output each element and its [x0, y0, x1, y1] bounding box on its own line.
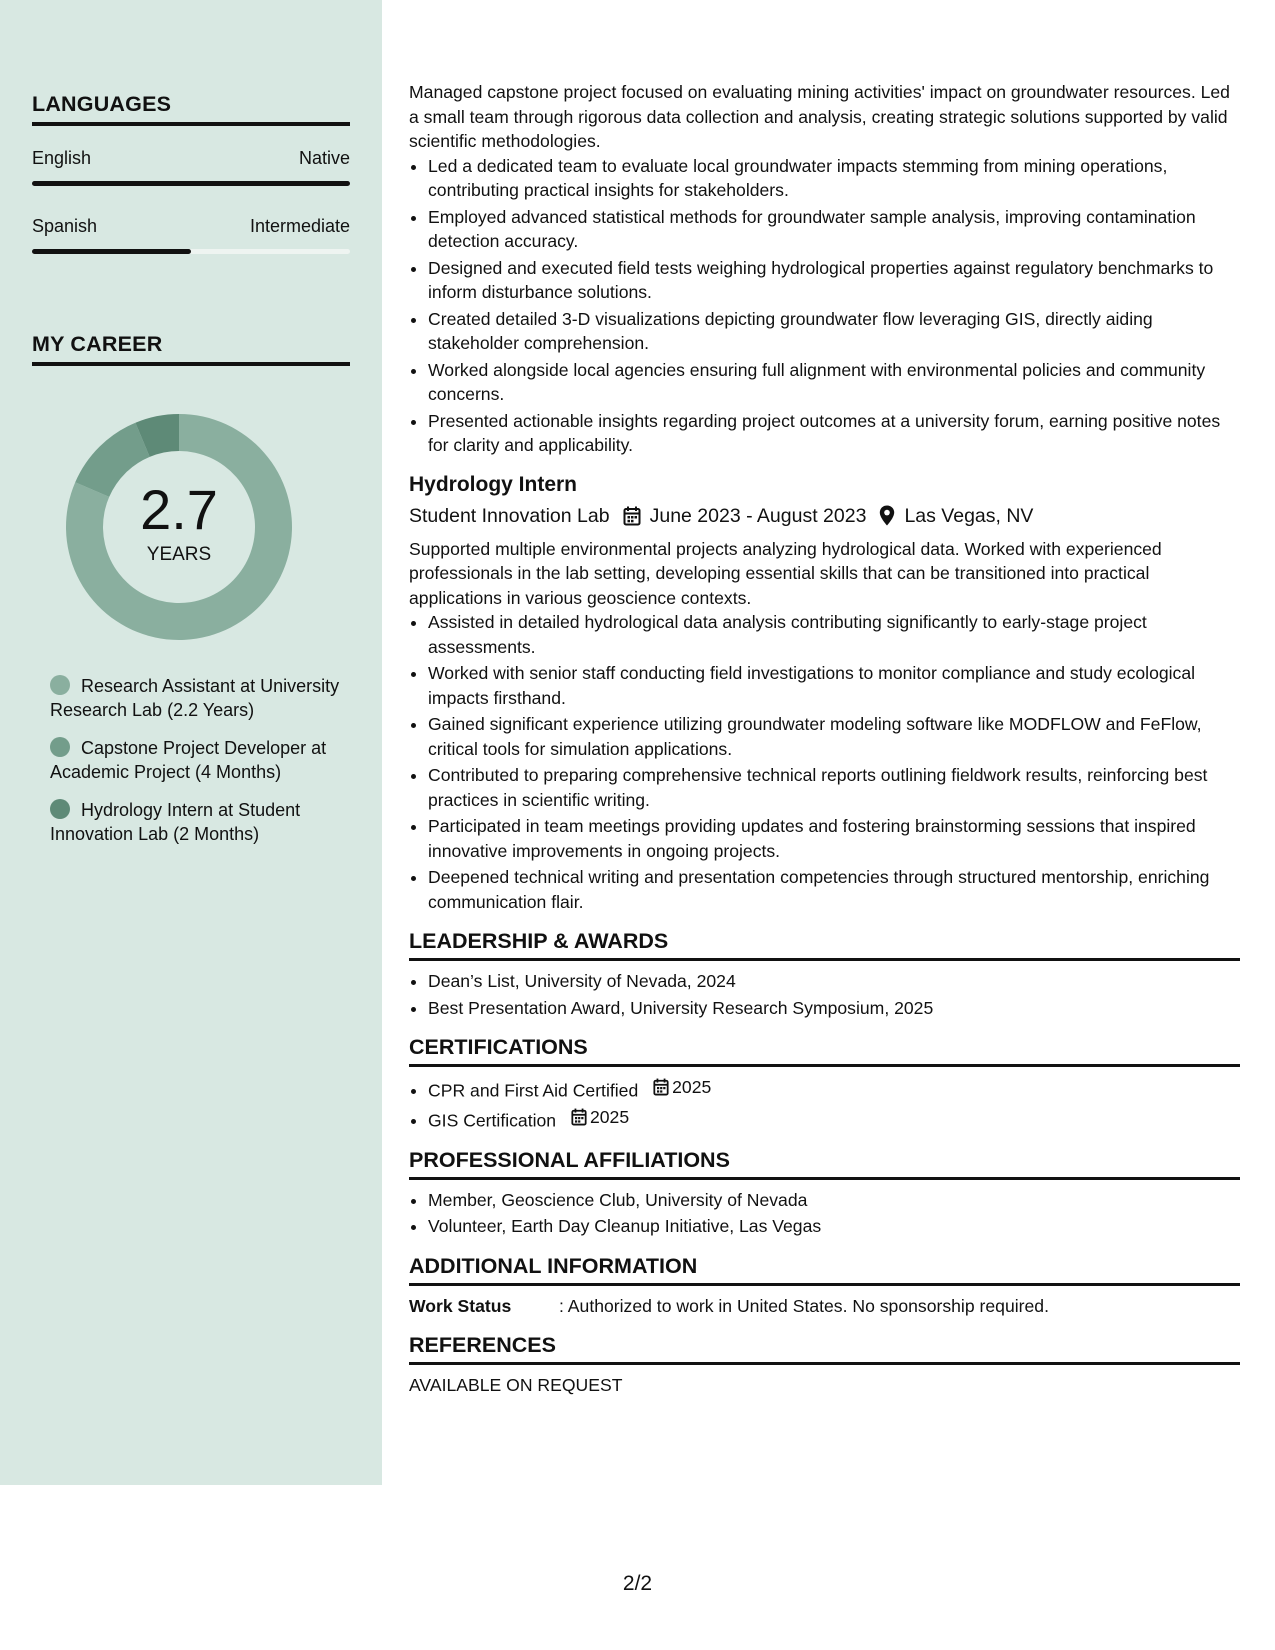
affiliations-list	[409, 1188, 1240, 1239]
language-proficiency-bar	[32, 249, 350, 254]
legend-item	[50, 798, 340, 846]
certification-name: CPR and First Aid Certified	[428, 1080, 639, 1101]
calendar-icon	[571, 1108, 587, 1126]
section-title: LEADERSHIP & AWARDS	[409, 928, 1240, 961]
languages-title: LANGUAGES	[32, 92, 350, 126]
work-status-value: : Authorized to work in United States. No sponsorship required.	[559, 1295, 1049, 1316]
experience-bullet: • Assisted in detailed hydrological data analysis contributing significantly to early-stage project assessments.	[428, 610, 1240, 659]
language-proficiency-fill	[32, 249, 191, 254]
section-title: REFERENCES	[409, 1332, 1240, 1365]
calendar-icon	[653, 1078, 669, 1096]
experience-bullet: • Participated in team meetings providing updates and fostering brainstorming sessions that inspired innovative improvements in ongoing projects.	[428, 814, 1240, 863]
experience-bullets	[409, 610, 1240, 914]
leadership-item: • Dean’s List, University of Nevada, 2024	[428, 969, 1240, 994]
work-status-row	[409, 1294, 1240, 1319]
leadership-list	[409, 969, 1240, 1020]
calendar-icon	[623, 506, 641, 526]
experience-bullet: • Presented actionable insights regarding project outcomes at a university forum, earning positive notes for clarity and applicability.	[428, 409, 1240, 458]
experience-entry-hydrology-intern	[409, 472, 1240, 915]
sidebar	[0, 0, 382, 1485]
language-name: English	[32, 148, 92, 168]
certifications-list	[409, 1075, 1240, 1133]
legend-item	[50, 736, 340, 784]
experience-entry-capstone	[409, 80, 1240, 458]
career-section	[32, 332, 350, 366]
job-meta	[409, 503, 1240, 529]
legend-label: Research Assistant at University Research Lab (2.2 Years)	[50, 676, 340, 720]
certification-year: 2025	[672, 1077, 712, 1097]
references-text: AVAILABLE ON REQUEST	[409, 1375, 623, 1395]
language-proficiency-bar	[32, 181, 350, 186]
job-location: Las Vegas, NV	[904, 504, 1034, 527]
career-total-value: 2.7	[140, 478, 218, 541]
references-section	[409, 1332, 1240, 1398]
languages-section	[32, 92, 350, 254]
career-donut-chart	[66, 414, 292, 640]
language-level: Intermediate	[249, 216, 350, 236]
experience-bullet: • Gained significant experience utilizing groundwater modeling software like MODFLOW and FeFlow, critical tools for simulation applications.	[428, 712, 1240, 761]
certification-item	[428, 1105, 1240, 1133]
job-title: Hydrology Intern	[409, 472, 578, 496]
experience-bullets	[409, 154, 1240, 458]
main-content	[409, 80, 1240, 1398]
experience-bullet: • Created detailed 3-D visualizations depicting groundwater flow leveraging GIS, directly aiding stakeholder comprehension.	[428, 307, 1240, 356]
affiliation-item: • Volunteer, Earth Day Cleanup Initiative, Las Vegas	[428, 1214, 1240, 1239]
legend-label: Hydrology Intern at Student Innovation Lab (2 Months)	[50, 800, 301, 844]
donut-center	[66, 414, 292, 640]
certification-name: GIS Certification	[428, 1110, 557, 1130]
experience-summary: Managed capstone project focused on evaluating mining activities' impact on groundwater resources. Led a small team through rigorous data collection and analysis, creating strategic solutions supported by valid scientific methodologies.	[409, 82, 1230, 151]
experience-bullet: • Deepened technical writing and presentation competencies through structured mentorship, enriching communication flair.	[428, 865, 1240, 914]
experience-bullet: • Designed and executed field tests weighing hydrological properties against regulatory benchmarks to inform disturbance solutions.	[428, 256, 1240, 305]
career-title: MY CAREER	[32, 332, 350, 366]
language-level: Native	[298, 148, 350, 168]
certification-item	[428, 1075, 1240, 1103]
section-title: CERTIFICATIONS	[409, 1034, 1240, 1067]
certifications-section	[409, 1034, 1240, 1133]
affiliations-section	[409, 1147, 1240, 1239]
page-number: 2/2	[622, 1572, 653, 1595]
job-dates: June 2023 - August 2023	[649, 504, 867, 527]
legend-label: Capstone Project Developer at Academic Project (4 Months)	[50, 738, 327, 782]
experience-bullet: • Contributed to preparing comprehensive technical reports outlining fieldwork results, reinforcing best practices in scientific writing.	[428, 763, 1240, 812]
leadership-item: • Best Presentation Award, University Research Symposium, 2025	[428, 996, 1240, 1021]
experience-bullet: • Worked with senior staff conducting field investigations to monitor compliance and study ecological impacts firsthand.	[428, 661, 1240, 710]
location-pin-icon	[879, 505, 895, 526]
section-title: PROFESSIONAL AFFILIATIONS	[409, 1147, 1240, 1180]
experience-summary: Supported multiple environmental projects analyzing hydrological data. Worked with experienced professionals in the lab setting, developing essential skills that can be transitioned into practical applications in various geoscience contexts.	[409, 538, 1162, 608]
experience-bullet: • Led a dedicated team to evaluate local groundwater impacts stemming from mining operations, contributing practical insights for stakeholders.	[428, 154, 1240, 203]
job-company: Student Innovation Lab	[409, 504, 610, 527]
experience-bullet: • Employed advanced statistical methods for groundwater sample analysis, improving contamination detection accuracy.	[428, 205, 1240, 254]
legend-item	[50, 674, 340, 722]
career-total-unit: YEARS	[146, 544, 212, 565]
language-proficiency-fill	[32, 181, 350, 186]
career-legend	[50, 674, 340, 860]
additional-info-section	[409, 1253, 1240, 1319]
legend-dot	[50, 675, 70, 695]
affiliation-item: • Member, Geoscience Club, University of Nevada	[428, 1188, 1240, 1213]
section-title: ADDITIONAL INFORMATION	[409, 1253, 1240, 1286]
language-english	[32, 148, 350, 186]
legend-dot	[50, 737, 70, 757]
leadership-section	[409, 928, 1240, 1020]
certification-year: 2025	[589, 1106, 630, 1127]
language-name: Spanish	[32, 216, 98, 236]
language-spanish	[32, 216, 350, 254]
experience-bullet: • Worked alongside local agencies ensuring full alignment with environmental policies and community concerns.	[428, 358, 1240, 407]
legend-dot	[50, 799, 70, 819]
work-status-label: Work Status	[409, 1295, 512, 1316]
